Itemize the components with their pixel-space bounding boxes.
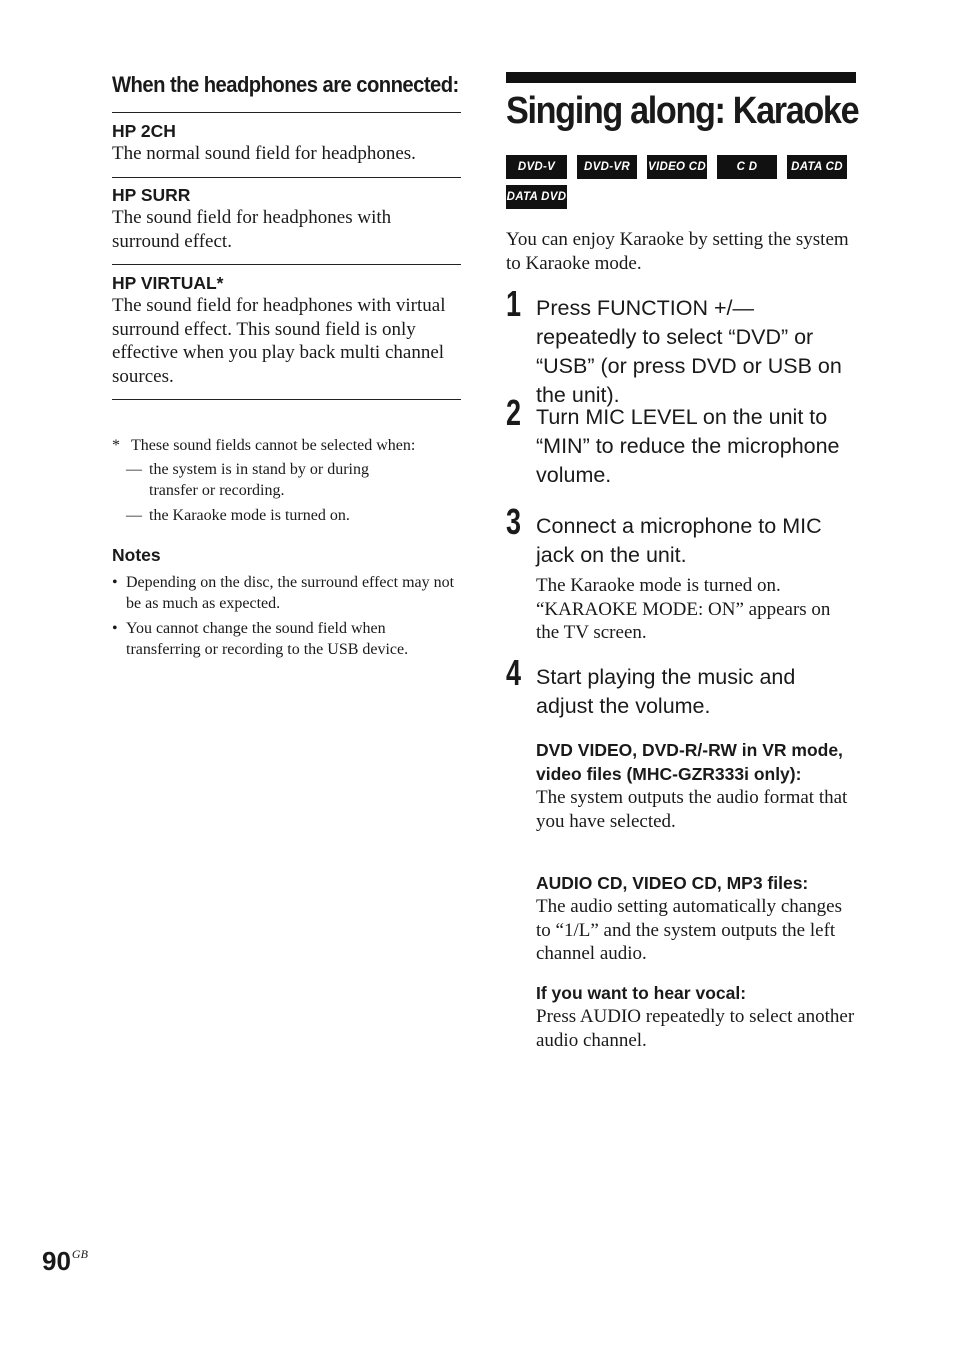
item-term: HP 2CH: [112, 121, 176, 141]
step-text: Press FUNCTION +/— repeatedly to select “DVD” or “USB” (or press DVD or USB on the unit).: [536, 296, 842, 407]
subsection: [536, 871, 858, 966]
bullet-marker: •: [112, 574, 118, 591]
step-text: Turn MIC LEVEL on the unit to “MIN” to reduce the microphone volume.: [536, 405, 840, 487]
subsection: [536, 738, 858, 833]
page-number-value: 90: [42, 1246, 71, 1276]
divider: [112, 112, 461, 113]
subsection-description: Press AUDIO repeatedly to select another audio channel.: [536, 1006, 855, 1051]
page-number-suffix: GB: [71, 1247, 88, 1261]
disc-badge-data-dvd: DATA DVD: [506, 185, 567, 209]
dash-marker: —: [126, 507, 142, 524]
item-description: The normal sound field for headphones.: [112, 143, 416, 164]
item-term: HP VIRTUAL*: [112, 273, 224, 293]
subsection-description: The system outputs the audio format that you have selected.: [536, 787, 848, 832]
dash-marker: —: [126, 461, 142, 478]
sound-field-item: [112, 184, 461, 253]
step-number: 3: [506, 501, 522, 542]
subsection: [536, 981, 858, 1052]
section-heading: When the headphones are connected:: [112, 72, 459, 97]
note-item: Depending on the disc, the surround effect may not be as much as expected.: [126, 574, 455, 612]
title-bar: [506, 72, 856, 83]
footnote-bullet: the Karaoke mode is turned on.: [149, 507, 350, 524]
disc-badge-video-cd: VIDEO CD: [647, 155, 707, 179]
item-description: The sound field for headphones with virtual surround effect. This sound field is only effective when you play back multi channel sources.: [112, 295, 446, 387]
item-term: HP SURR: [112, 185, 191, 205]
notes-title: Notes: [112, 545, 161, 565]
sound-field-item: [112, 272, 461, 388]
step-number: 1: [506, 283, 522, 324]
footnote-text: These sound fields cannot be selected when:: [131, 437, 416, 454]
step-text: Connect a microphone to MIC jack on the unit.: [536, 514, 822, 567]
item-description: The sound field for headphones with surround effect.: [112, 207, 392, 252]
subsection-description: The audio setting automatically changes to “1/L” and the system outputs the left channel audio.: [536, 896, 843, 964]
step-text: Start playing the music and adjust the volume.: [536, 665, 796, 718]
footnote-bullet: the system is in stand by or during transfer or recording.: [149, 461, 369, 499]
step-description: The Karaoke mode is turned on. “KARAOKE MODE: ON” appears on the TV screen.: [536, 575, 831, 643]
divider: [112, 177, 461, 178]
disc-badge-cd: C D: [717, 155, 777, 179]
subsection-term: If you want to hear vocal:: [536, 983, 747, 1003]
page-number: [42, 1246, 88, 1277]
intro-text: You can enjoy Karaoke by setting the system to Karaoke mode.: [506, 229, 849, 274]
page-title: Singing along: Karaoke: [506, 90, 859, 132]
disc-badge-dvd-v: DVD-V: [506, 155, 567, 179]
divider: [112, 264, 461, 265]
step-number: 4: [506, 652, 522, 693]
subsection-term: AUDIO CD, VIDEO CD, MP3 files:: [536, 873, 809, 893]
note-item: You cannot change the sound field when transferring or recording to the USB device.: [126, 620, 409, 658]
step-number: 2: [506, 392, 522, 433]
subsection-term: DVD VIDEO, DVD-R/-RW in VR mode, video files (MHC-GZR333i only):: [536, 740, 843, 784]
sound-field-item: [112, 120, 461, 166]
footnote-mark: *: [112, 437, 120, 454]
bullet-marker: •: [112, 620, 118, 637]
disc-badge-dvd-vr: DVD-VR: [577, 155, 637, 179]
divider: [112, 399, 461, 400]
disc-badge-data-cd: DATA CD: [787, 155, 847, 179]
